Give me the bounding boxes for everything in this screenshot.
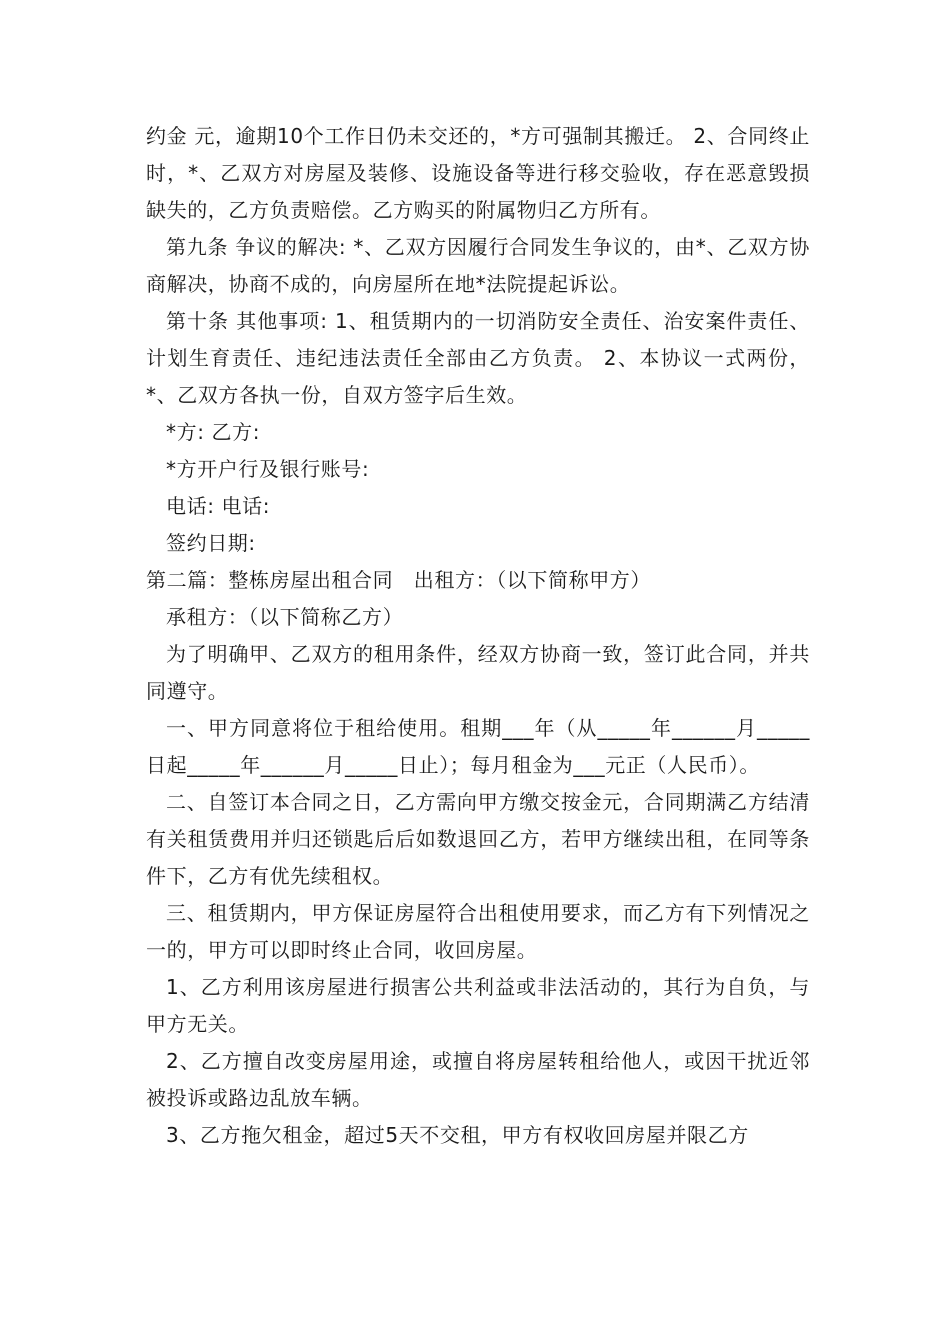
paragraph-clause-1-term: 一、甲方同意将位于租给使用。租期___年（从_____年______月_____日起_____年______月_____日止）；每月租金为___元正（人民币）。 xyxy=(146,716,810,777)
section-heading-part-2: 第二篇：整栋房屋出租合同 出租方：（以下简称甲方） xyxy=(146,568,651,592)
document-body xyxy=(146,118,810,1154)
paragraph-deposit-termination: 约金 元，逾期10个工作日仍未交还的，*方可强制其搬迁。 2、合同终止时，*、乙双方对房屋及装修、设施设备等进行移交验收，存在恶意毁损缺失的，乙方负责赔偿。乙方购买的附属物归乙方所有。 xyxy=(146,124,810,222)
phone-line: 电话: 电话: xyxy=(166,494,271,518)
signature-parties-line: *方: 乙方: xyxy=(166,420,261,444)
list-item-2: 2、乙方擅自改变房屋用途，或擅自将房屋转租给他人，或因干扰近邻被投诉或路边乱放车辆。 xyxy=(146,1049,810,1110)
lessee-line: 承租方：（以下简称乙方） xyxy=(166,605,404,629)
paragraph-clause-3-termination: 三、租赁期内，甲方保证房屋符合出租使用要求，而乙方有下列情况之一的，甲方可以即时终止合同，收回房屋。 xyxy=(146,901,810,962)
paragraph-article-10-other: 第十条 其他事项: 1、租赁期内的一切消防安全责任、治安案件责任、计划生育责任、违纪违法责任全部由乙方负责。 2、本协议一式两份，*、乙双方各执一份，自双方签字后生效。 xyxy=(146,309,810,407)
bank-account-line: *方开户行及银行账号: xyxy=(166,457,370,481)
signing-date-line: 签约日期: xyxy=(166,531,256,555)
paragraph-article-9-dispute: 第九条 争议的解决: *、乙双方因履行合同发生争议的，由*、乙双方协商解决，协商不成的，向房屋所在地*法院提起诉讼。 xyxy=(146,235,810,296)
list-item-3: 3、乙方拖欠租金，超过5天不交租，甲方有权收回房屋并限乙方 xyxy=(166,1123,749,1147)
paragraph-clause-2-deposit: 二、自签订本合同之日，乙方需向甲方缴交按金元，合同期满乙方结清有关租赁费用并归还锁匙后后如数退回乙方，若甲方继续出租，在同等条件下，乙方有优先续租权。 xyxy=(146,790,810,888)
list-item-1: 1、乙方利用该房屋进行损害公共利益或非法活动的，其行为自负，与甲方无关。 xyxy=(146,975,810,1036)
paragraph-purpose: 为了明确甲、乙双方的租用条件，经双方协商一致，签订此合同，并共同遵守。 xyxy=(146,642,810,703)
